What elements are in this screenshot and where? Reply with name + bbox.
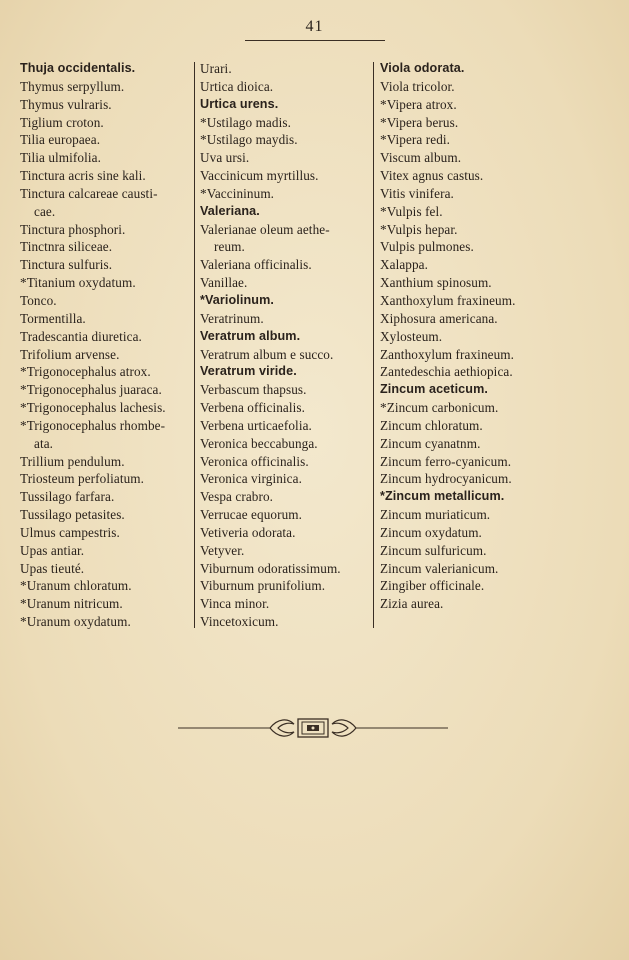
index-entry: cae.: [34, 203, 56, 219]
index-entry: Viburnum prunifolium.: [200, 578, 326, 594]
index-entry: Upas tieuté.: [20, 560, 85, 576]
header-rule: [245, 40, 385, 41]
index-entry: Tilia ulmifolia.: [20, 150, 101, 166]
index-entry: *Vulpis hepar.: [380, 221, 458, 237]
index-entry: Tussilago farfara.: [20, 489, 115, 505]
index-entry: *Vipera berus.: [380, 114, 459, 130]
index-entry: Tradescantia diuretica.: [20, 328, 142, 344]
index-entry: Upas antiar.: [20, 542, 85, 558]
index-entry: Viola odorata.: [380, 61, 465, 75]
index-entry: Tinctnra siliceae.: [20, 239, 113, 255]
index-entry: Vanillae.: [200, 275, 248, 291]
index-entry: Thuja occidentalis.: [20, 61, 136, 75]
index-entry: *Trigonocephalus rhombe-: [20, 417, 166, 433]
index-entry: Valeriana officinalis.: [200, 257, 312, 273]
index-entry: Ulmus campestris.: [20, 524, 120, 540]
index-entry: Zincum chloratum.: [380, 417, 483, 433]
index-entry: Veratrinum.: [200, 310, 264, 326]
index-entry: Zincum ferro-cyanicum.: [380, 453, 512, 469]
index-entry: Verbena urticaefolia.: [200, 417, 312, 433]
index-entry: Zincum valerianicum.: [380, 560, 499, 576]
index-entry: Vulpis pulmones.: [380, 239, 474, 255]
index-entry: *Vaccininum.: [200, 185, 275, 201]
index-entry: Viscum album.: [380, 150, 462, 166]
index-entry: Thymus serpyllum.: [20, 78, 125, 94]
index-entry: Zincum aceticum.: [380, 382, 488, 397]
decorative-divider-icon: [178, 708, 448, 748]
index-entry: Vaccinicum myrtillus.: [200, 168, 319, 184]
index-entry: Xanthium spinosum.: [380, 275, 492, 291]
column-2: [200, 60, 372, 631]
index-entry: Veratrum viride.: [200, 364, 297, 379]
index-entry: Vinca minor.: [200, 596, 270, 612]
index-entry: Zincum oxydatum.: [380, 524, 482, 540]
index-entry: *Ustilago maydis.: [200, 132, 298, 148]
index-entry: Zincum sulfuricum.: [380, 542, 487, 558]
index-entry: Zincum muriaticum.: [380, 507, 491, 523]
column-divider-1: [194, 62, 195, 628]
index-entry: Xanthoxylum fraxineum.: [380, 292, 516, 308]
index-entry: *Zincum metallicum.: [380, 489, 505, 504]
page-number: 41: [305, 18, 324, 35]
index-entry: Triosteum perfoliatum.: [20, 471, 145, 487]
index-entry: Vetyver.: [200, 542, 245, 558]
index-entry: Urari.: [200, 61, 232, 76]
index-entry: Trillium pendulum.: [20, 453, 125, 469]
index-entry: *Trigonocephalus lachesis.: [20, 400, 166, 416]
index-entry: Urtica urens.: [200, 96, 279, 111]
index-entry: Vitis vinifera.: [380, 185, 454, 201]
column-3: [380, 60, 558, 613]
column-1: [20, 60, 192, 631]
index-entry: Valerianae oleum aethe-: [200, 221, 330, 237]
index-entry: Trifolium arvense.: [20, 346, 120, 362]
column-divider-2: [373, 62, 374, 628]
index-entry: Verbascum thapsus.: [200, 382, 307, 398]
index-entry: Zantedeschia aethiopica.: [380, 364, 513, 380]
index-entry: *Titanium oxydatum.: [20, 275, 136, 291]
index-entry: *Uranum chloratum.: [20, 578, 132, 594]
index-entry: *Ustilago madis.: [200, 114, 291, 130]
index-entry: *Variolinum.: [200, 292, 274, 307]
index-entry: Veronica officinalis.: [200, 453, 309, 469]
index-entry: ata.: [34, 435, 54, 451]
index-entry: *Trigonocephalus juaraca.: [20, 382, 162, 398]
index-entry: Xylosteum.: [380, 328, 443, 344]
index-entry: *Zincum carbonicum.: [380, 400, 499, 416]
index-entry: *Uranum oxydatum.: [20, 614, 131, 630]
index-entry: Xiphosura americana.: [380, 310, 498, 326]
index-entry: *Vipera redi.: [380, 132, 451, 148]
index-entry: Viola tricolor.: [380, 78, 455, 94]
index-entry: Zanthoxylum fraxineum.: [380, 346, 515, 362]
index-entry: Viburnum odoratissimum.: [200, 560, 341, 576]
index-entry: Tormentilla.: [20, 310, 86, 326]
index-entry: Tonco.: [20, 292, 57, 308]
index-entry: Verrucae equorum.: [200, 507, 303, 523]
index-entry: Vetiveria odorata.: [200, 524, 296, 540]
index-entry: Uva ursi.: [200, 150, 250, 166]
index-entry: Veratrum album.: [200, 328, 301, 343]
index-entry: Tussilago petasites.: [20, 507, 125, 523]
index-entry: Verbena officinalis.: [200, 400, 306, 416]
index-entry: Vespa crabro.: [200, 489, 274, 505]
index-entry: Tiglium croton.: [20, 114, 104, 130]
index-entry: Zincum hydrocyanicum.: [380, 471, 512, 487]
index-entry: Tinctura phosphori.: [20, 221, 126, 237]
index-entry: Zizia aurea.: [380, 596, 444, 612]
index-entry: *Vulpis fel.: [380, 203, 443, 219]
index-entry: Veronica virginica.: [200, 471, 302, 487]
index-entry: Veronica beccabunga.: [200, 435, 318, 451]
index-columns: [20, 60, 618, 630]
index-entry: Tinctura calcareae causti-: [20, 185, 158, 201]
index-entry: Zincum cyanatnm.: [380, 435, 481, 451]
index-entry: Zingiber officinale.: [380, 578, 485, 594]
index-entry: Tinctura acris sine kali.: [20, 168, 146, 184]
index-entry: *Vipera atrox.: [380, 96, 457, 112]
index-entry: Thymus vulraris.: [20, 96, 112, 112]
index-entry: Vincetoxicum.: [200, 614, 279, 630]
index-entry: *Trigonocephalus atrox.: [20, 364, 151, 380]
index-entry: reum.: [214, 239, 245, 255]
index-entry: Tilia europaea.: [20, 132, 101, 148]
index-entry: Veratrum album e succo.: [200, 346, 334, 362]
index-entry: Tinctura sulfuris.: [20, 257, 113, 273]
index-entry: Xalappa.: [380, 257, 429, 273]
index-entry: *Uranum nitricum.: [20, 596, 123, 612]
index-entry: Urtica dioica.: [200, 78, 274, 94]
index-entry: Vitex agnus castus.: [380, 168, 484, 184]
index-entry: Valeriana.: [200, 203, 260, 218]
